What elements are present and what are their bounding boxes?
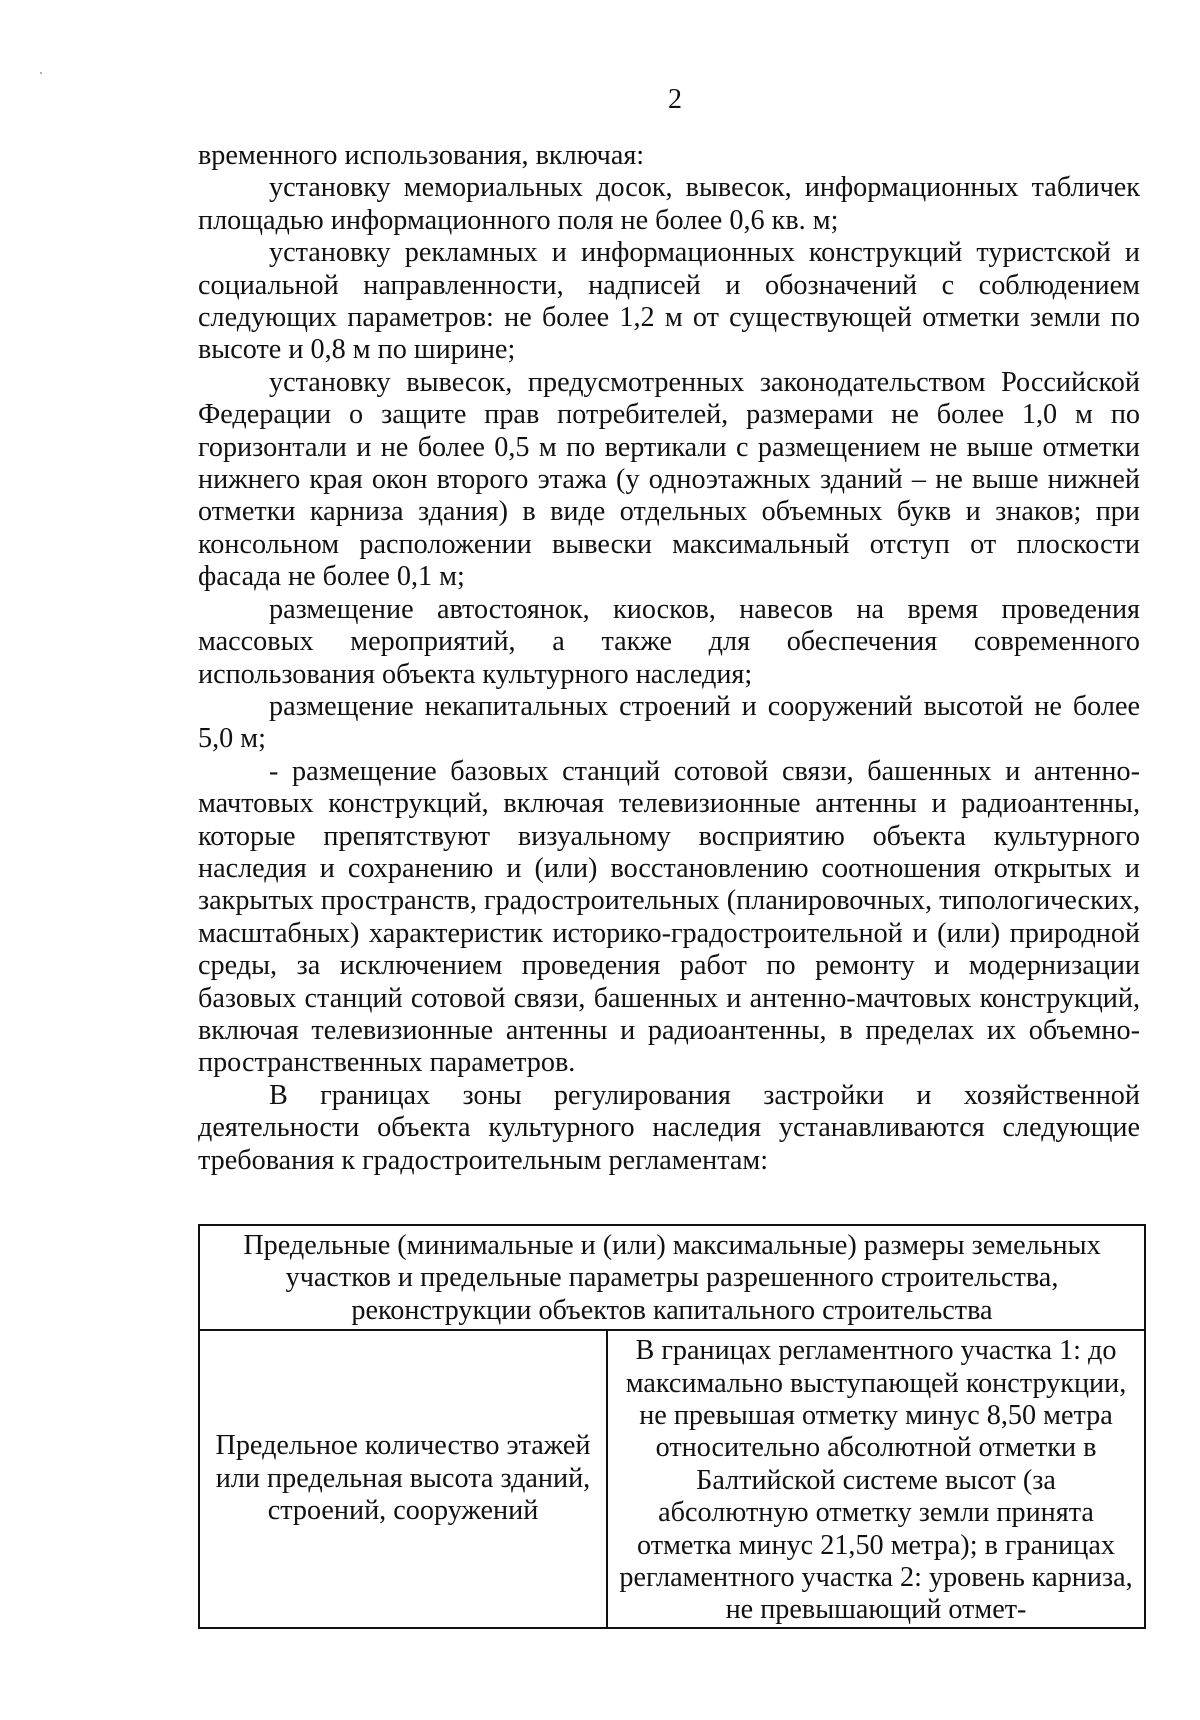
table-header-row [199,1225,1145,1330]
paragraph-non-capital-structures: размещение некапитальных строений и сооружений высотой не более 5,0 м; [198,690,1140,755]
table-value-cell: В границах регламентного участка 1: до максимально выступающей конструкции, не превышая отметку минус 8,50 метра относительно абсолютной отметки в Балтийской системе высот (за абсолютную отметку земли принята отметка минус 21,50 метра); в границах регламентного участка 2: уровень карниза, не превышающий отмет- [607,1330,1145,1628]
paragraph-parking-kiosks: размещение автостоянок, киосков, навесов на время проведения массовых мероприятий, а также для обеспечения современного использования объекта культурного наследия; [198,593,1140,690]
paragraph-signboards: установку вывесок, предусмотренных законодательством Российской Федерации о защите прав потребителей, размерами не более 1,0 м по горизонтали и не более 0,5 м по вертикали с размещением не выше отметки нижнего края окон второго этажа (у одноэтажных зданий – не выше нижней отметки карниза здания) в виде отдельных объемных букв и знаков; при консольном расположении вывески максимальный отступ от плоскости фасада не более 0,1 м; [198,366,1140,593]
scan-speck [40,72,42,74]
table-row [199,1330,1145,1628]
table-parameter-cell: Предельное количество этажей или предельная высота зданий, строений, сооружений [199,1330,607,1628]
document-body [198,140,1140,1177]
regulations-table [198,1224,1146,1629]
paragraph-memorial-plaques: установку мемориальных досок, вывесок, информационных табличек площадью информационного поля не более 0,6 кв. м; [198,172,1140,236]
paragraph-zone-requirements: В границах зоны регулирования застройки и хозяйственной деятельности объекта культурного наследия устанавливаются следующие требования к градостроительным регламентам: [198,1079,1140,1176]
paragraph-intro: временного использования, включая: [198,140,645,171]
paragraph-advertising-structures: установку рекламных и информационных конструкций туристской и социальной направленности, надписей и обозначений с соблюдением следующих параметров: не более 1,2 м от существующей отметки земли по высоте и 0,8 м по ширине; [198,237,1140,366]
table-header-cell: Предельные (минимальные и (или) максимальные) размеры земельных участков и предельные параметры разрешенного строительства, реконструкции объектов капитального строительства [199,1225,1145,1330]
page-number: 2 [668,84,682,115]
paragraph-base-stations: - размещение базовых станций сотовой связи, башенных и антенно-мачтовых конструкций, включая телевизионные антенны и радиоантенны, которые препятствуют визуальному восприятию объекта культурного наследия и сохранению и (или) восстановлению соотношения открытых и закрытых пространств, градостроительных (планировочных, типологических, масштабных) характеристик историко-градостроительной и (или) природной среды, за исключением проведения работ по ремонту и модернизации базовых станций сотовой связи, башенных и антенно-мачтовых конструкций, включая телевизионные антенны и радиоантенны, в пределах их объемно-пространственных параметров. [198,755,1140,1079]
